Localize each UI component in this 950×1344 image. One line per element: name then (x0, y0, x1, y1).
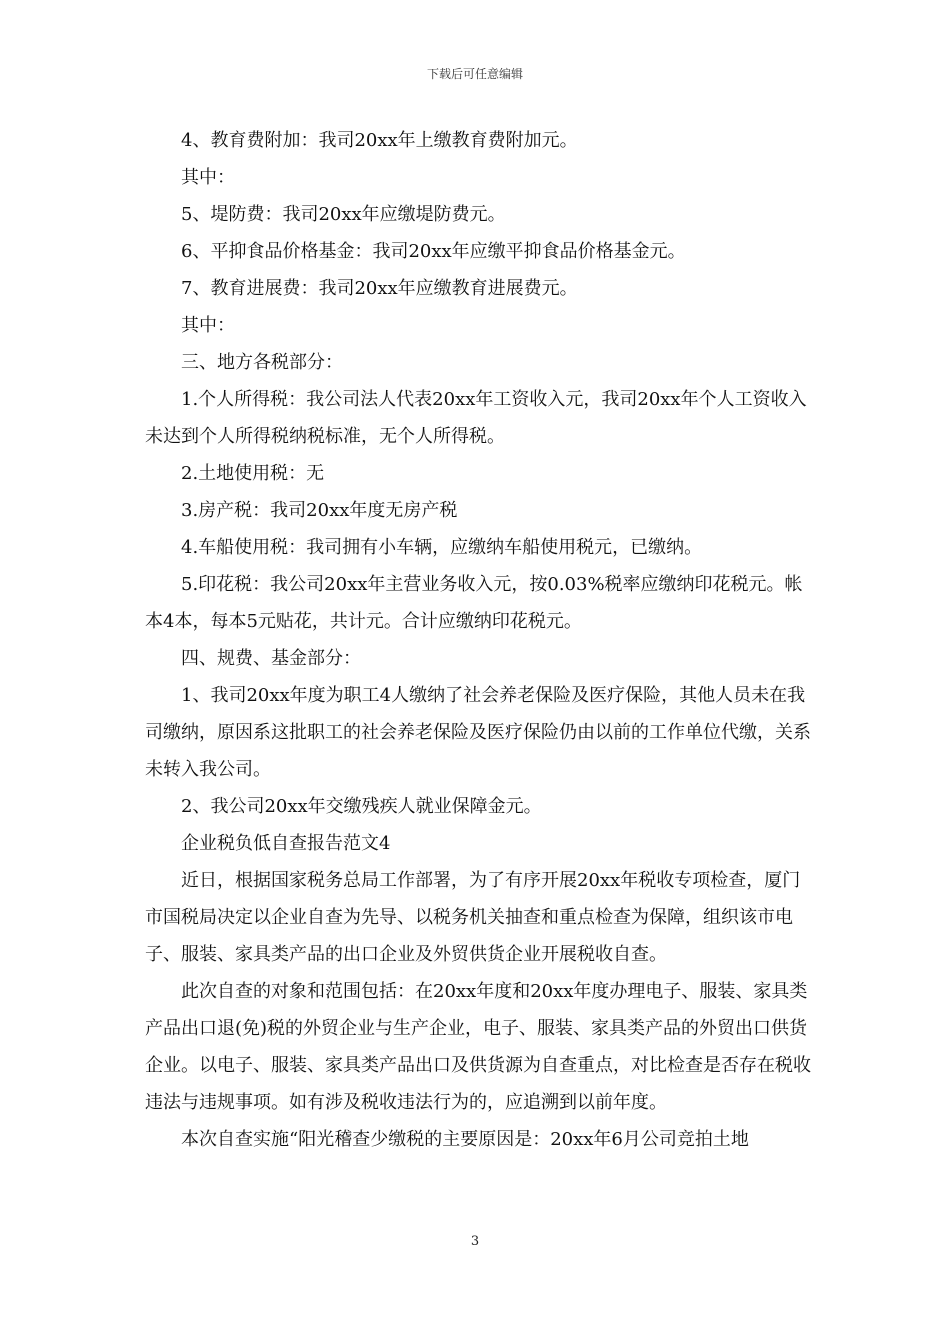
paragraph: 1、我司20xx年度为职工4人缴纳了社会养老保险及医疗保险，其他人员未在我司缴纳，原因系这批职工的社会养老保险及医疗保险仍由以前的工作单位代缴，关系未转入我公司。 (145, 685, 811, 780)
document-body (145, 122, 815, 1158)
section-heading: 三、地方各税部分： (181, 352, 343, 373)
paragraph: 2、我公司20xx年交缴残疾人就业保障金元。 (181, 796, 542, 817)
page-header: 下载后可任意编辑 (426, 67, 523, 81)
paragraph: 近日，根据国家税务总局工作部署，为了有序开展20xx年税收专项检查，厦门市国税局决定以企业自查为先导、以税务机关抽查和重点检查为保障，组织该市电子、服装、家具类产品的出口企业及外贸供货企业开展税收自查。 (145, 870, 801, 965)
section-heading: 四、规费、基金部分： (181, 648, 361, 669)
document-title: 企业税负低自查报告范文4 (181, 833, 391, 854)
paragraph: 4.车船使用税：我司拥有小车辆，应缴纳车船使用税元，已缴纳。 (181, 537, 703, 558)
paragraph: 本次自查实施“阳光稽查少缴税的主要原因是：20xx年6月公司竞拍土地 (181, 1129, 749, 1150)
page-number: 3 (470, 1234, 480, 1249)
paragraph: 5.印花税：我公司20xx年主营业务收入元，按0.03%税率应缴纳印花税元。帐本4本，每本5元贴花，共计元。合计应缴纳印花税元。 (145, 574, 803, 632)
paragraph: 5、堤防费：我司20xx年应缴堤防费元。 (181, 204, 506, 225)
paragraph: 1.个人所得税：我公司法人代表20xx年工资收入元，我司20xx年个人工资收入未达到个人所得税纳税标准，无个人所得税。 (145, 389, 807, 447)
paragraph: 2.土地使用税：无 (181, 463, 325, 484)
paragraph: 3.房产税：我司20xx年度无房产税 (181, 500, 458, 521)
paragraph: 4、教育费附加：我司20xx年上缴教育费附加元。 (181, 130, 578, 151)
paragraph: 其中： (181, 167, 235, 188)
paragraph: 此次自查的对象和范围包括：在20xx年度和20xx年度办理电子、服装、家具类产品出口退(免)税的外贸企业与生产企业，电子、服装、家具类产品的外贸出口供货企业。以电子、服装、家具类产品出口及供货源为自查重点，对比检查是否存在税收违法与违规事项。如有涉及税收违法行为的，应追溯到以前年度。 (145, 981, 811, 1113)
paragraph: 6、平抑食品价格基金：我司20xx年应缴平抑食品价格基金元。 (181, 241, 686, 262)
paragraph: 7、教育进展费：我司20xx年应缴教育进展费元。 (181, 278, 578, 299)
paragraph: 其中： (181, 315, 235, 336)
